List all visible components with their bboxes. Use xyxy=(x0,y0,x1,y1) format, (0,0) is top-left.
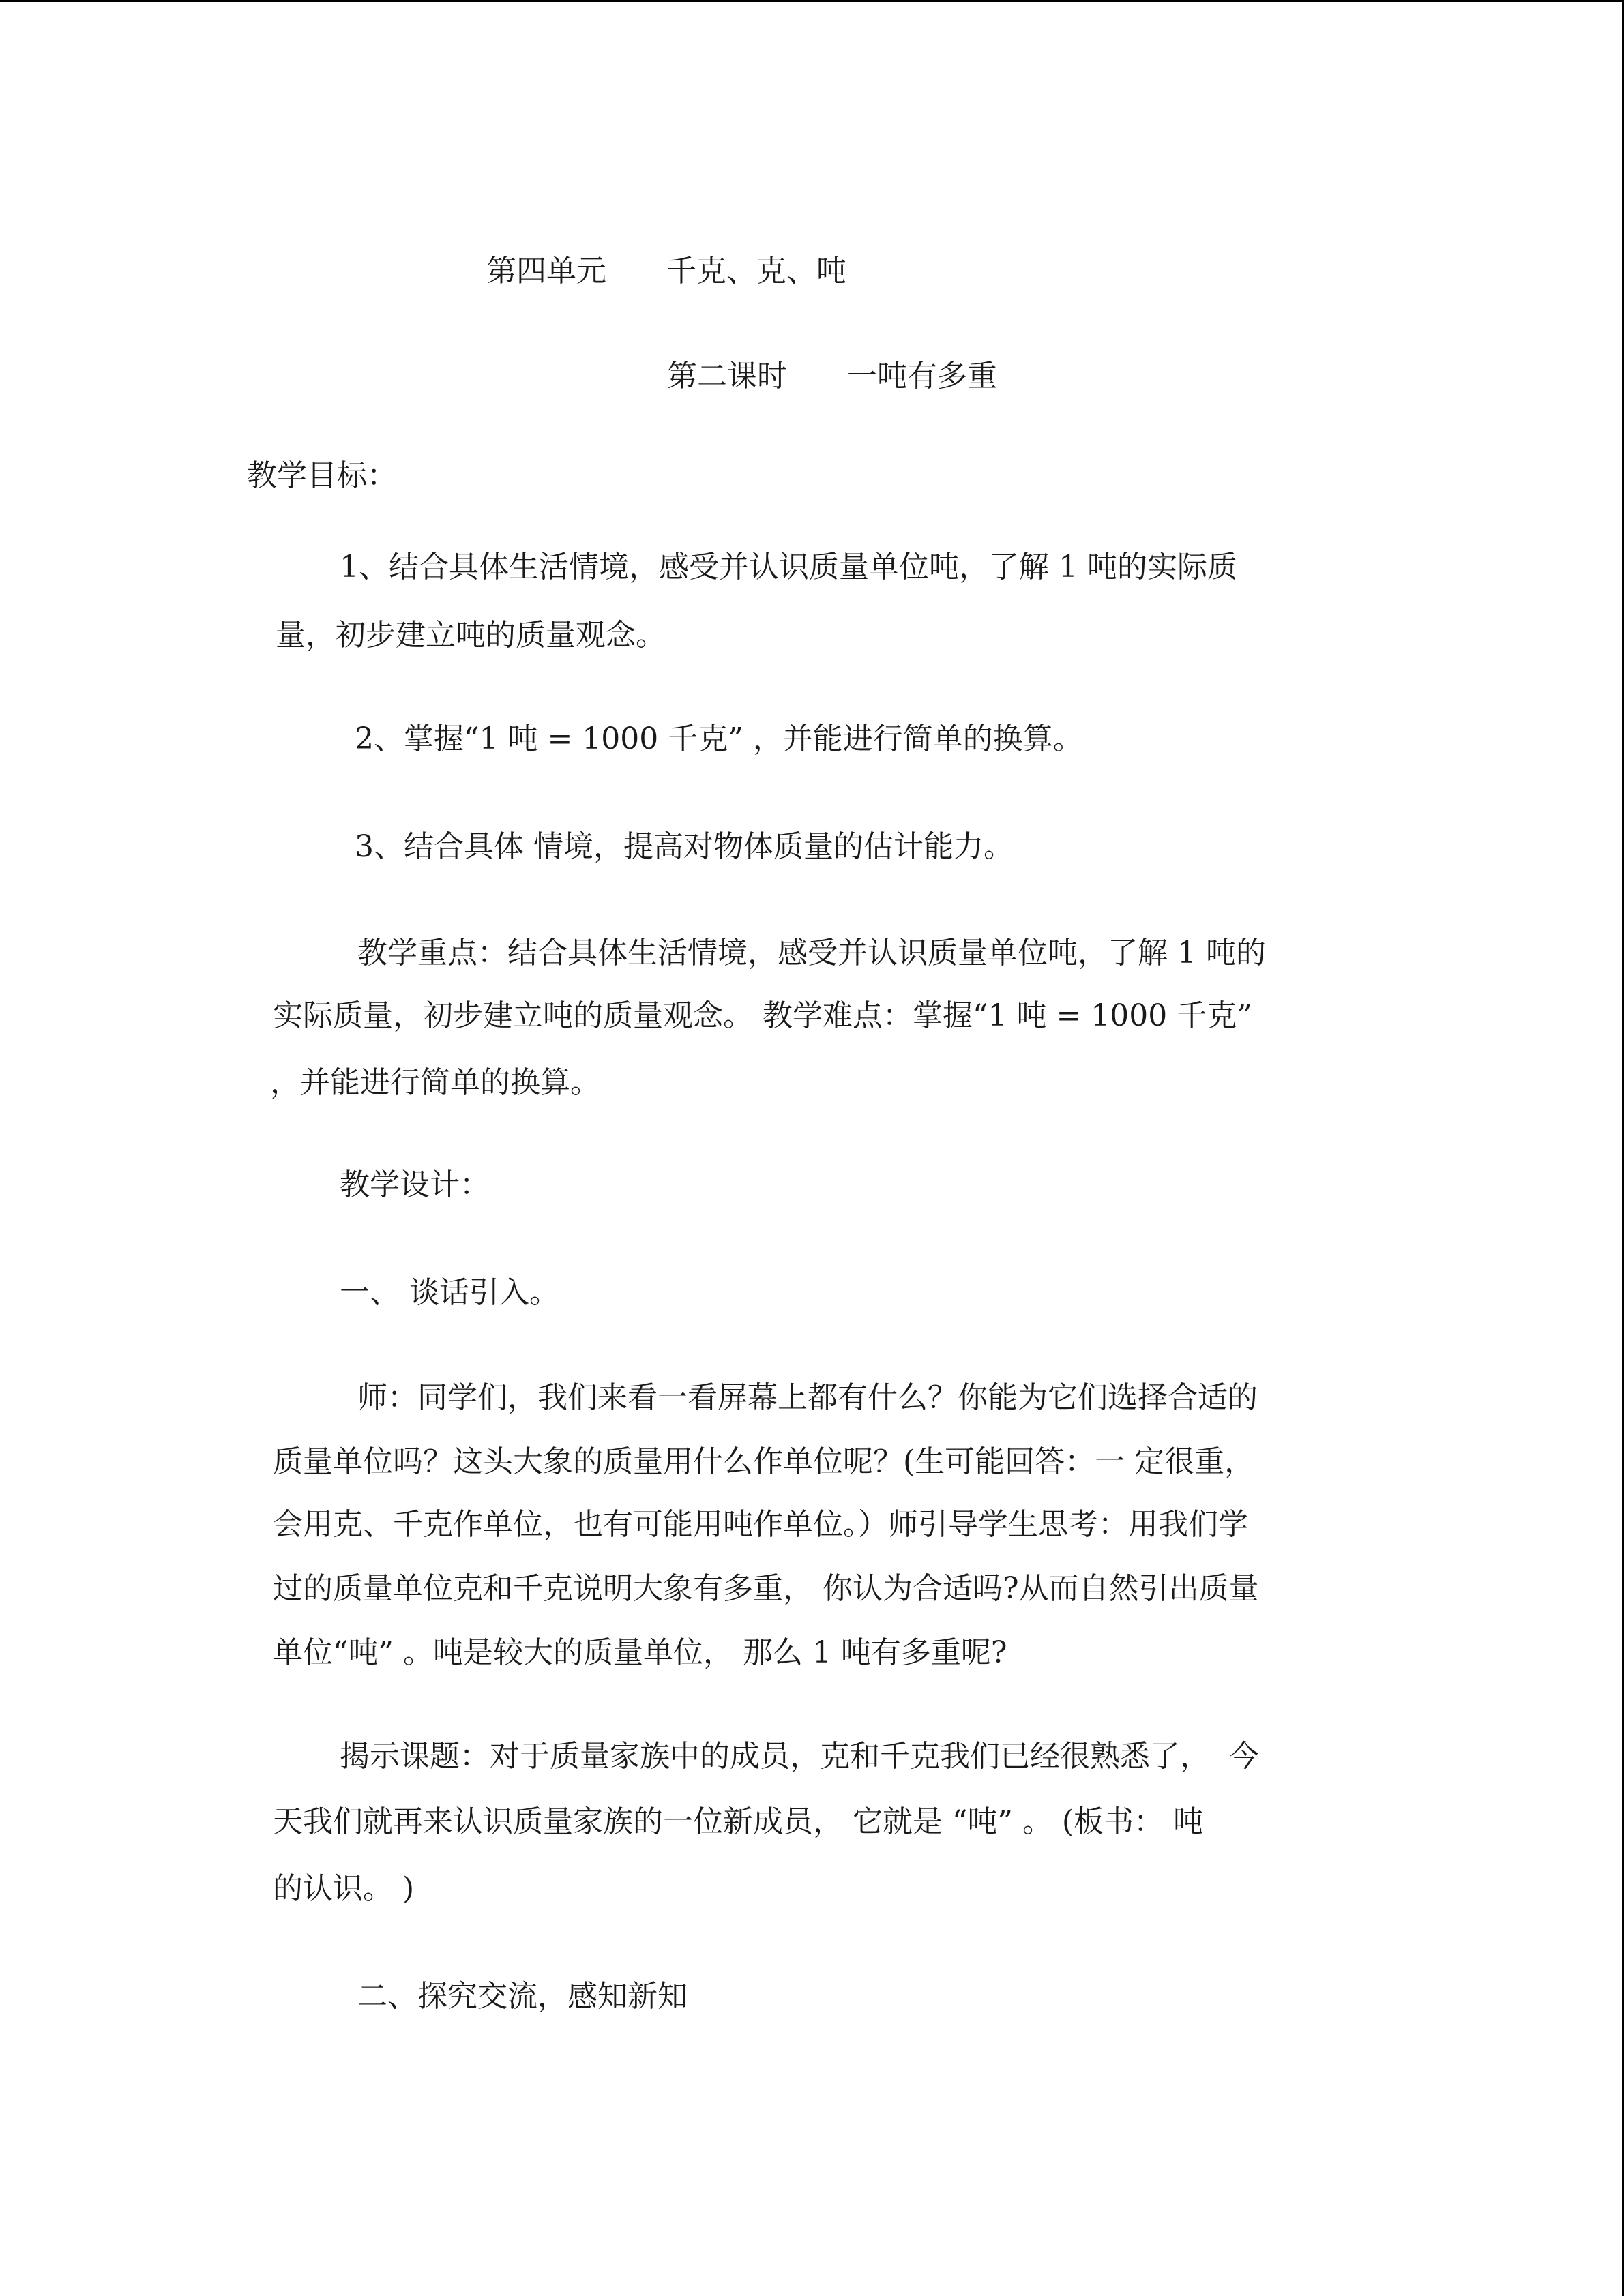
reveal-paragraph-line-1: 揭示课题：对于质量家族中的成员，克和千克我们已经很熟悉了， 今 xyxy=(340,1739,1259,1774)
key-points-line-1: 教学重点：结合具体生活情境，感受并认识质量单位吨，了解 1 吨的 xyxy=(357,936,1266,970)
design-heading: 教学设计： xyxy=(340,1167,490,1202)
teacher-paragraph-line-5: 单位“吨” 。吨是较大的质量单位， 那么 1 吨有多重呢? xyxy=(273,1635,1007,1670)
section-2-heading: 二、探究交流，感知新知 xyxy=(357,1979,688,2014)
section-1-heading: 一、 谈话引入。 xyxy=(340,1275,559,1310)
teacher-paragraph-line-1: 师：同学们，我们来看一看屏幕上都有什么？你能为它们选择合适的 xyxy=(357,1380,1258,1415)
objective-1-line-2: 量，初步建立吨的质量观念。 xyxy=(276,618,666,653)
objective-3: 3、结合具体 情境，提高对物体质量的估计能力。 xyxy=(355,829,1014,864)
unit-title: 第四单元 千克、克、吨 xyxy=(486,254,846,288)
teacher-paragraph-line-4: 过的质量单位克和千克说明大象有多重， 你认为合适吗?从而自然引出质量 xyxy=(273,1571,1259,1606)
reveal-paragraph-line-2: 天我们就再来认识质量家族的一位新成员， 它就是 “吨” 。 (板书： 吨 xyxy=(273,1804,1204,1839)
teacher-paragraph-line-3: 会用克、千克作单位，也有可能用吨作单位。）师引导学生思考：用我们学 xyxy=(273,1507,1248,1542)
key-points-line-3: ，并能进行简单的换算。 xyxy=(270,1065,600,1100)
key-points-line-2: 实际质量，初步建立吨的质量观念。 教学难点：掌握“1 吨 = 1000 千克” xyxy=(273,998,1252,1033)
lesson-title: 第二课时 一吨有多重 xyxy=(667,359,997,393)
objectives-heading: 教学目标： xyxy=(247,458,397,493)
objective-1-line-1: 1、结合具体生活情境，感受并认识质量单位吨，了解 1 吨的实际质 xyxy=(340,550,1237,584)
objective-2: 2、掌握“1 吨 = 1000 千克” ，并能进行简单的换算。 xyxy=(355,721,1083,756)
page-top-border xyxy=(0,0,1624,2)
reveal-paragraph-line-3: 的认识。 ) xyxy=(273,1871,415,1906)
teacher-paragraph-line-2: 质量单位吗？这头大象的质量用什么作单位呢？(生可能回答：一 定很重， xyxy=(273,1444,1255,1479)
